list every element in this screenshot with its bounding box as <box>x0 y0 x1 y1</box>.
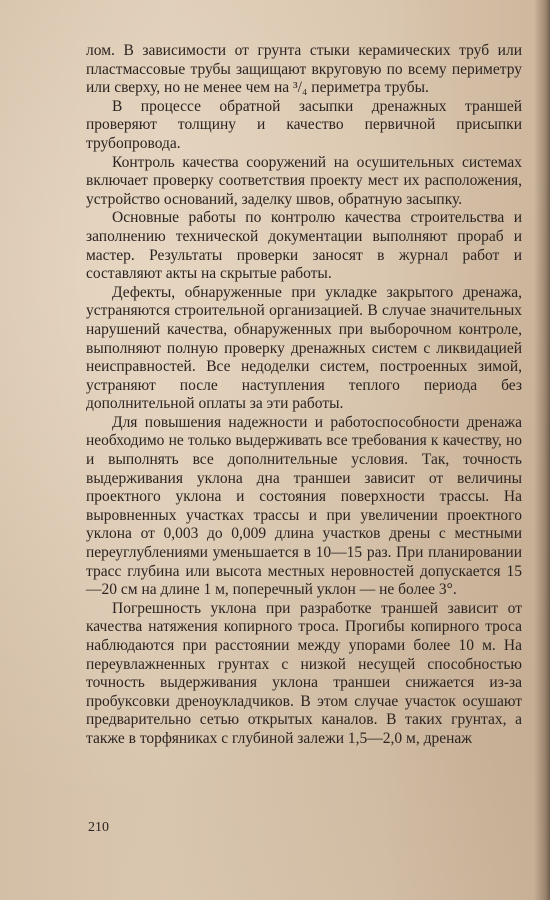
body-text <box>86 42 522 749</box>
paragraph-backfill: В процессе обратной засыпки дренажных траншей проверяют толщину и качество первичной присыпки трубопровода. <box>86 97 522 152</box>
paragraph-slope-error: Погрешность уклона при разработке траншей зависит от качества натяжения копирного троса. Прогибы копирного троса наблюдаются при расстоянии между упорами более 10 м. На переувлажненных грунтах с низкой несущей способностью точность выдерживания уклона траншеи снижается из-за пробуксовки дреноукладчиков. В этом случае участок осушают предварительно сетью открытых каналов. В таких грунтах, а также в торфяниках с глубиной залежи 1,5—2,0 м, дренаж <box>86 599 522 747</box>
paragraph-main-works: Основные работы по контролю качества строительства и заполнению технической документации выполняют прораб и мастер. Результаты проверки заносят в журнал работ и составляют акты на скрытые работы. <box>86 209 522 283</box>
paragraph-continuation: лом. В зависимости от грунта стыки керамических труб или пластмассовые трубы защищают вкруговую по всему периметру или сверху, но не менее чем на ³/₄ периметра трубы. <box>86 42 522 97</box>
paragraph-structures-control: Контроль качества сооружений на осушительных системах включает проверку соответствия проекту мест их расположения, устройство оснований, заделку швов, обратную засыпку. <box>86 153 522 208</box>
paragraph-reliability: Для повышения надежности и работоспособности дренажа необходимо не только выдерживать все требования к качеству, но и выполнять все дополнительные условия. Так, точность выдерживания уклона дна траншеи зависит от величины проектного уклона и состояния поверхности трассы. На выровненных участках трассы и при увеличении проектного уклона от 0,003 до 0,009 длина участков дрены с местными переуглублениями уменьшается в 10—15 раз. При планировании трасс глубина или высота местных неровностей допускается 15—20 см на длине 1 м, поперечный уклон — не более 3°. <box>86 413 522 599</box>
page-number: 210 <box>88 820 109 835</box>
page-edge-shadow <box>534 0 550 900</box>
paragraph-defects: Дефекты, обнаруженные при укладке закрытого дренажа, устраняются строительной организацией. В случае значительных нарушений качества, обнаруженных при выборочном контроле, выполняют полную проверку дренажных систем с ликвидацией неисправностей. Все недоделки систем, построенных зимой, устраняют после наступления теплого периода без дополнительной оплаты за эти работы. <box>86 283 522 413</box>
